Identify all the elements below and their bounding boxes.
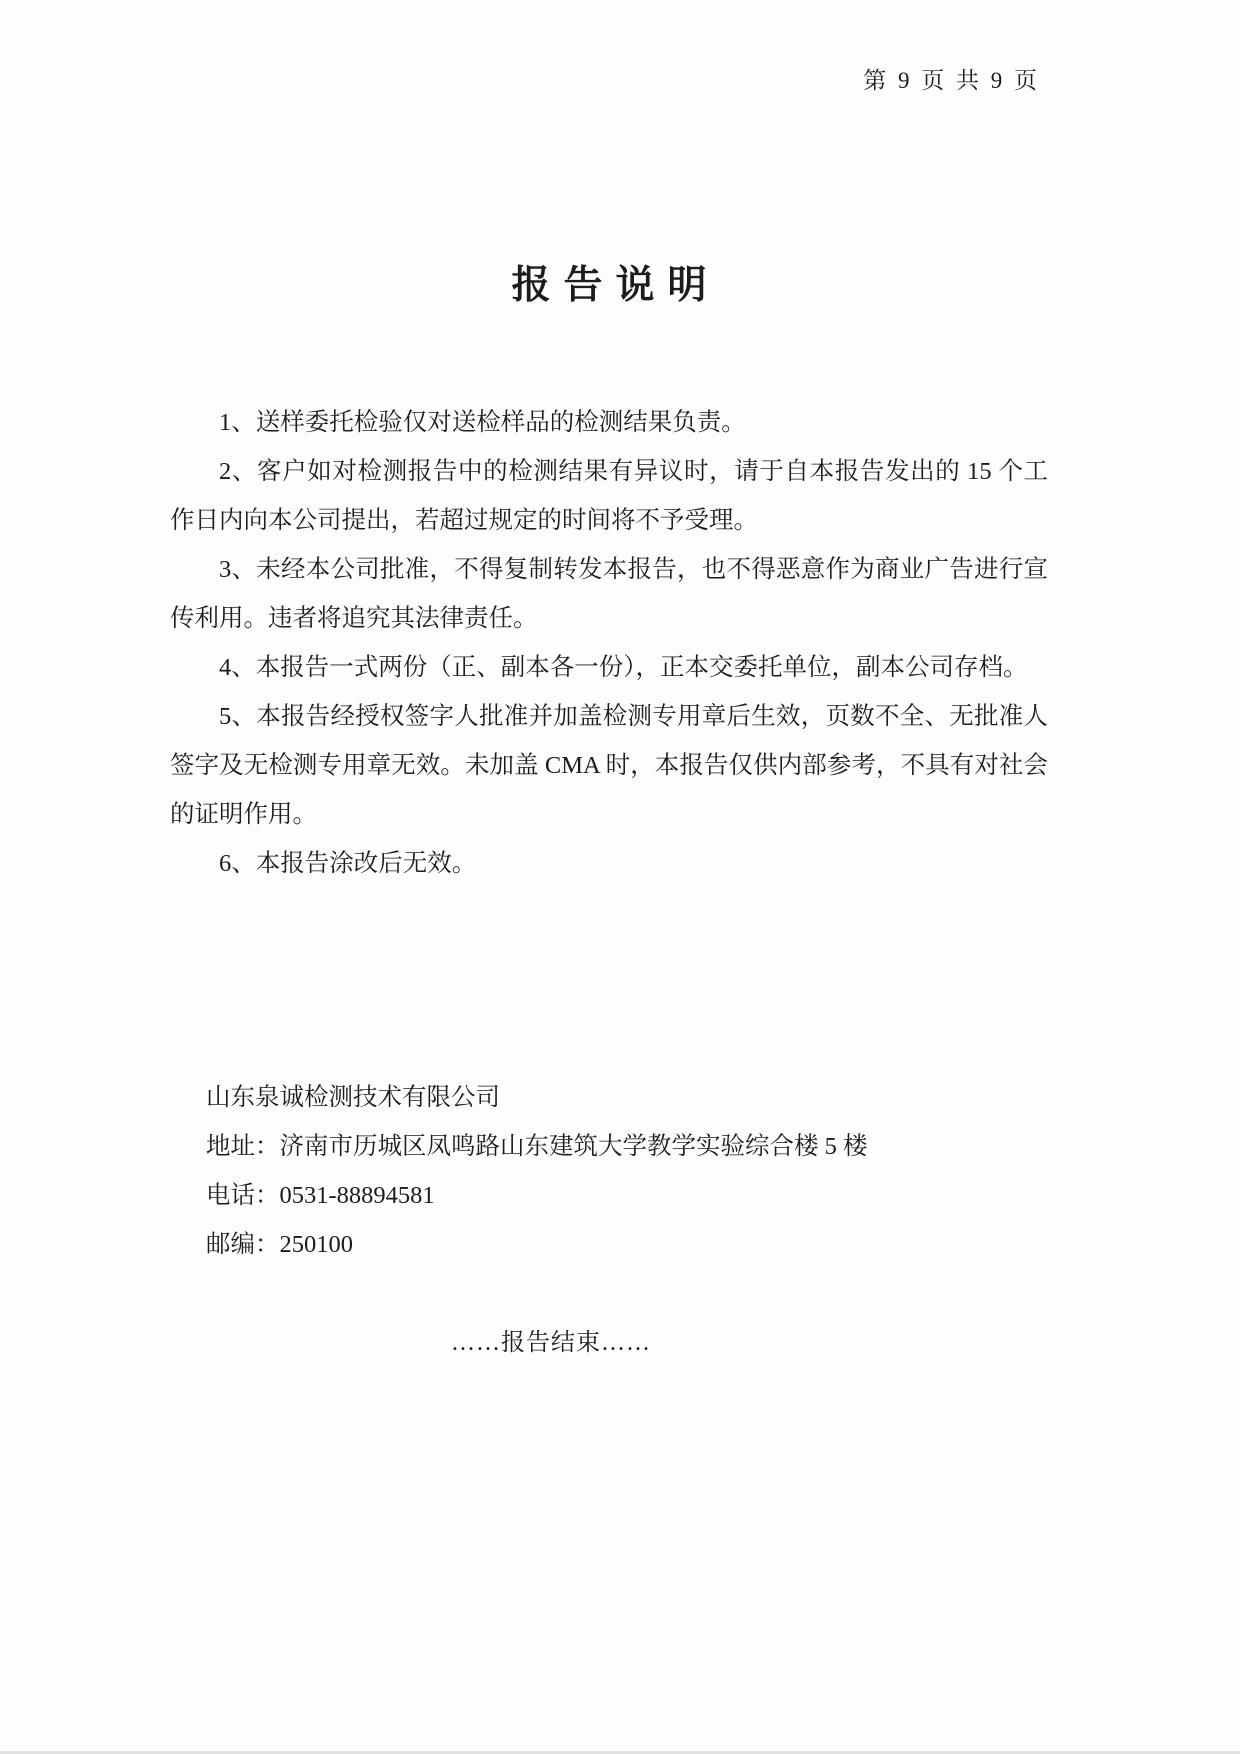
- note-item-3: 3、未经本公司批准，不得复制转发本报告，也不得恶意作为商业广告进行宣传利用。违者将追究其法律责任。: [170, 556, 1048, 632]
- note-item-1: 1、送样委托检验仅对送检样品的检测结果负责。: [219, 409, 746, 436]
- note-item-6: 6、本报告涂改后无效。: [219, 850, 477, 877]
- company-postal-code: [206, 1220, 868, 1269]
- page-number: 第 9 页 共 9 页: [863, 68, 1040, 93]
- report-end-marker: ……报告结束……: [451, 1330, 651, 1356]
- company-info-block: [206, 1073, 868, 1269]
- note-item-5: 5、本报告经授权签字人批准并加盖检测专用章后生效，页数不全、无批准人签字及无检测专用章无效。未加盖 CMA 时，本报告仅供内部参考，不具有对社会的证明作用。: [170, 703, 1048, 828]
- note-item-4: 4、本报告一式两份（正、副本各一份），正本交委托单位，副本公司存档。: [219, 654, 1028, 681]
- note-item-2: 2、客户如对检测报告中的检测结果有异议时，请于自本报告发出的 15 个工作日内向本公司提出，若超过规定的时间将不予受理。: [170, 458, 1048, 534]
- notes-section: [170, 398, 1048, 888]
- company-postal-value: 250100: [279, 1231, 353, 1258]
- company-phone-value: 0531-88894581: [279, 1182, 435, 1209]
- company-phone: [206, 1171, 868, 1220]
- company-phone-label: 电话：: [206, 1182, 280, 1209]
- company-postal-label: 邮编：: [206, 1231, 280, 1258]
- company-address-label: 地址：: [206, 1133, 280, 1160]
- company-address: [206, 1122, 868, 1171]
- company-name: 山东泉诚检测技术有限公司: [206, 1084, 500, 1111]
- page-title: 报告说明: [511, 264, 720, 307]
- company-address-value: 济南市历城区凤鸣路山东建筑大学教学实验综合楼 5 楼: [279, 1133, 868, 1160]
